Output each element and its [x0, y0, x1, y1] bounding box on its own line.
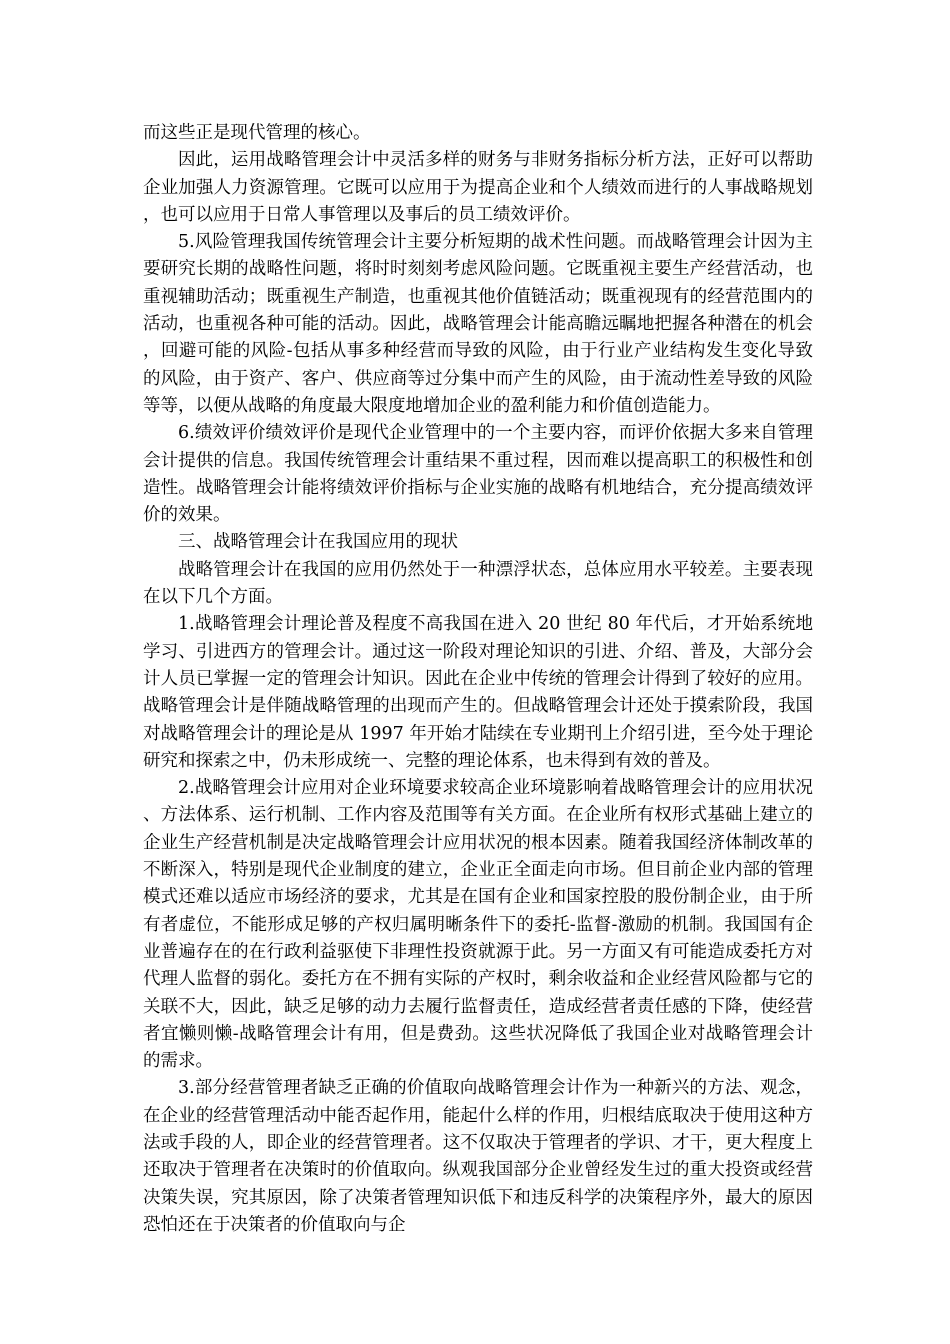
paragraph-overview: 战略管理会计在我国的应用仍然处于一种漂浮状态，总体应用水平较差。主要表现在以下几个方面。 [143, 559, 813, 608]
paragraph-risk-management: 5.风险管理我国传统管理会计主要分析短期的战术性问题。而战略管理会计因为主要研究长期的战略性问题，将时时刻刻考虑风险问题。它既重视主要生产经营活动，也重视辅助活动；既重视生产制造，也重视其他价值链活动；既重视现有的经营范围内的活动，也重视各种可能的活动。因此，战略管理会计能高瞻远瞩地把握各种潜在的机会，回避可能的风险-包括从事多种经营而导致的风险，由于行业产业结构发生变化导致的风险，由于资产、客户、供应商等过分集中而产生的风险，由于流动性差导致的风险等等，以便从战略的角度最大限度地增加企业的盈利能力和价值创造能力。 [143, 232, 813, 416]
document-body [143, 120, 813, 1239]
paragraph-theory-popularization: 1.战略管理会计理论普及程度不高我国在进入 20 世纪 80 年代后，才开始系统地学习、引进西方的管理会计。通过这一阶段对理论知识的引进、介绍、普及，大部分会计人员已掌握一定的管理会计知识。因此在企业中传统的管理会计得到了较好的应用。战略管理会计是伴随战略管理的出现而产生的。但战略管理会计还处于摸索阶段，我国对战略管理会计的理论是从 1997 年开始才陆续在专业期刊上介绍引进，至今处于理论研究和探索之中，仍未形成统一、完整的理论体系，也未得到有效的普及。 [143, 614, 813, 771]
section-heading: 三、战略管理会计在我国应用的现状 [178, 532, 458, 553]
paragraph-performance-evaluation: 6.绩效评价绩效评价是现代企业管理中的一个主要内容，而评价依据大多来自管理会计提供的信息。我国传统管理会计重结果不重过程，因而难以提高职工的积极性和创造性。战略管理会计能将绩效评价指标与企业实施的战略有机地结合，充分提高绩效评价的效果。 [143, 423, 813, 526]
paragraph-environment-requirements: 2.战略管理会计应用对企业环境要求较高企业环境影响着战略管理会计的应用状况、方法体系、运行机制、工作内容及范围等有关方面。在企业所有权形式基础上建立的企业生产经营机制是决定战略管理会计应用状况的根本因素。随着我国经济体制改革的不断深入，特别是现代企业制度的建立，企业正全面走向市场。但目前企业内部的管理模式还难以适应市场经济的要求，尤其是在国有企业和国家控股的股份制企业，由于所有者虚位，不能形成足够的产权归属明晰条件下的委托-监督-激励的机制。我国国有企业普遍存在的在行政利益驱使下非理性投资就源于此。另一方面又有可能造成委托方对代理人监督的弱化。委托方在不拥有实际的产权时，剩余收益和企业经营风险都与它的关联不大，因此，缺乏足够的动力去履行监督责任，造成经营者责任感的下降，使经营者宜懒则懒-战略管理会计有用，但是费劲。这些状况降低了我国企业对战略管理会计的需求。 [143, 778, 813, 1072]
paragraph-value-orientation: 3.部分经营管理者缺乏正确的价值取向战略管理会计作为一种新兴的方法、观念，在企业的经营管理活动中能否起作用，能起什么样的作用，归根结底取决于使用这种方法或手段的人，即企业的经营管理者。这不仅取决于管理者的学识、才干，更大程度上还取决于管理者在决策时的价值取向。纵观我国部分企业曾经发生过的重大投资或经营决策失误，究其原因，除了决策者管理知识低下和违反科学的决策程序外，最大的原因恐怕还在于决策者的价值取向与企 [143, 1078, 813, 1235]
paragraph-hr-management: 因此，运用战略管理会计中灵活多样的财务与非财务指标分析方法，正好可以帮助企业加强人力资源管理。它既可以应用于为提高企业和个人绩效而进行的人事战略规划，也可以应用于日常人事管理以及事后的员工绩效评价。 [143, 150, 813, 225]
paragraph-continuation: 而这些正是现代管理的核心。 [143, 123, 371, 143]
